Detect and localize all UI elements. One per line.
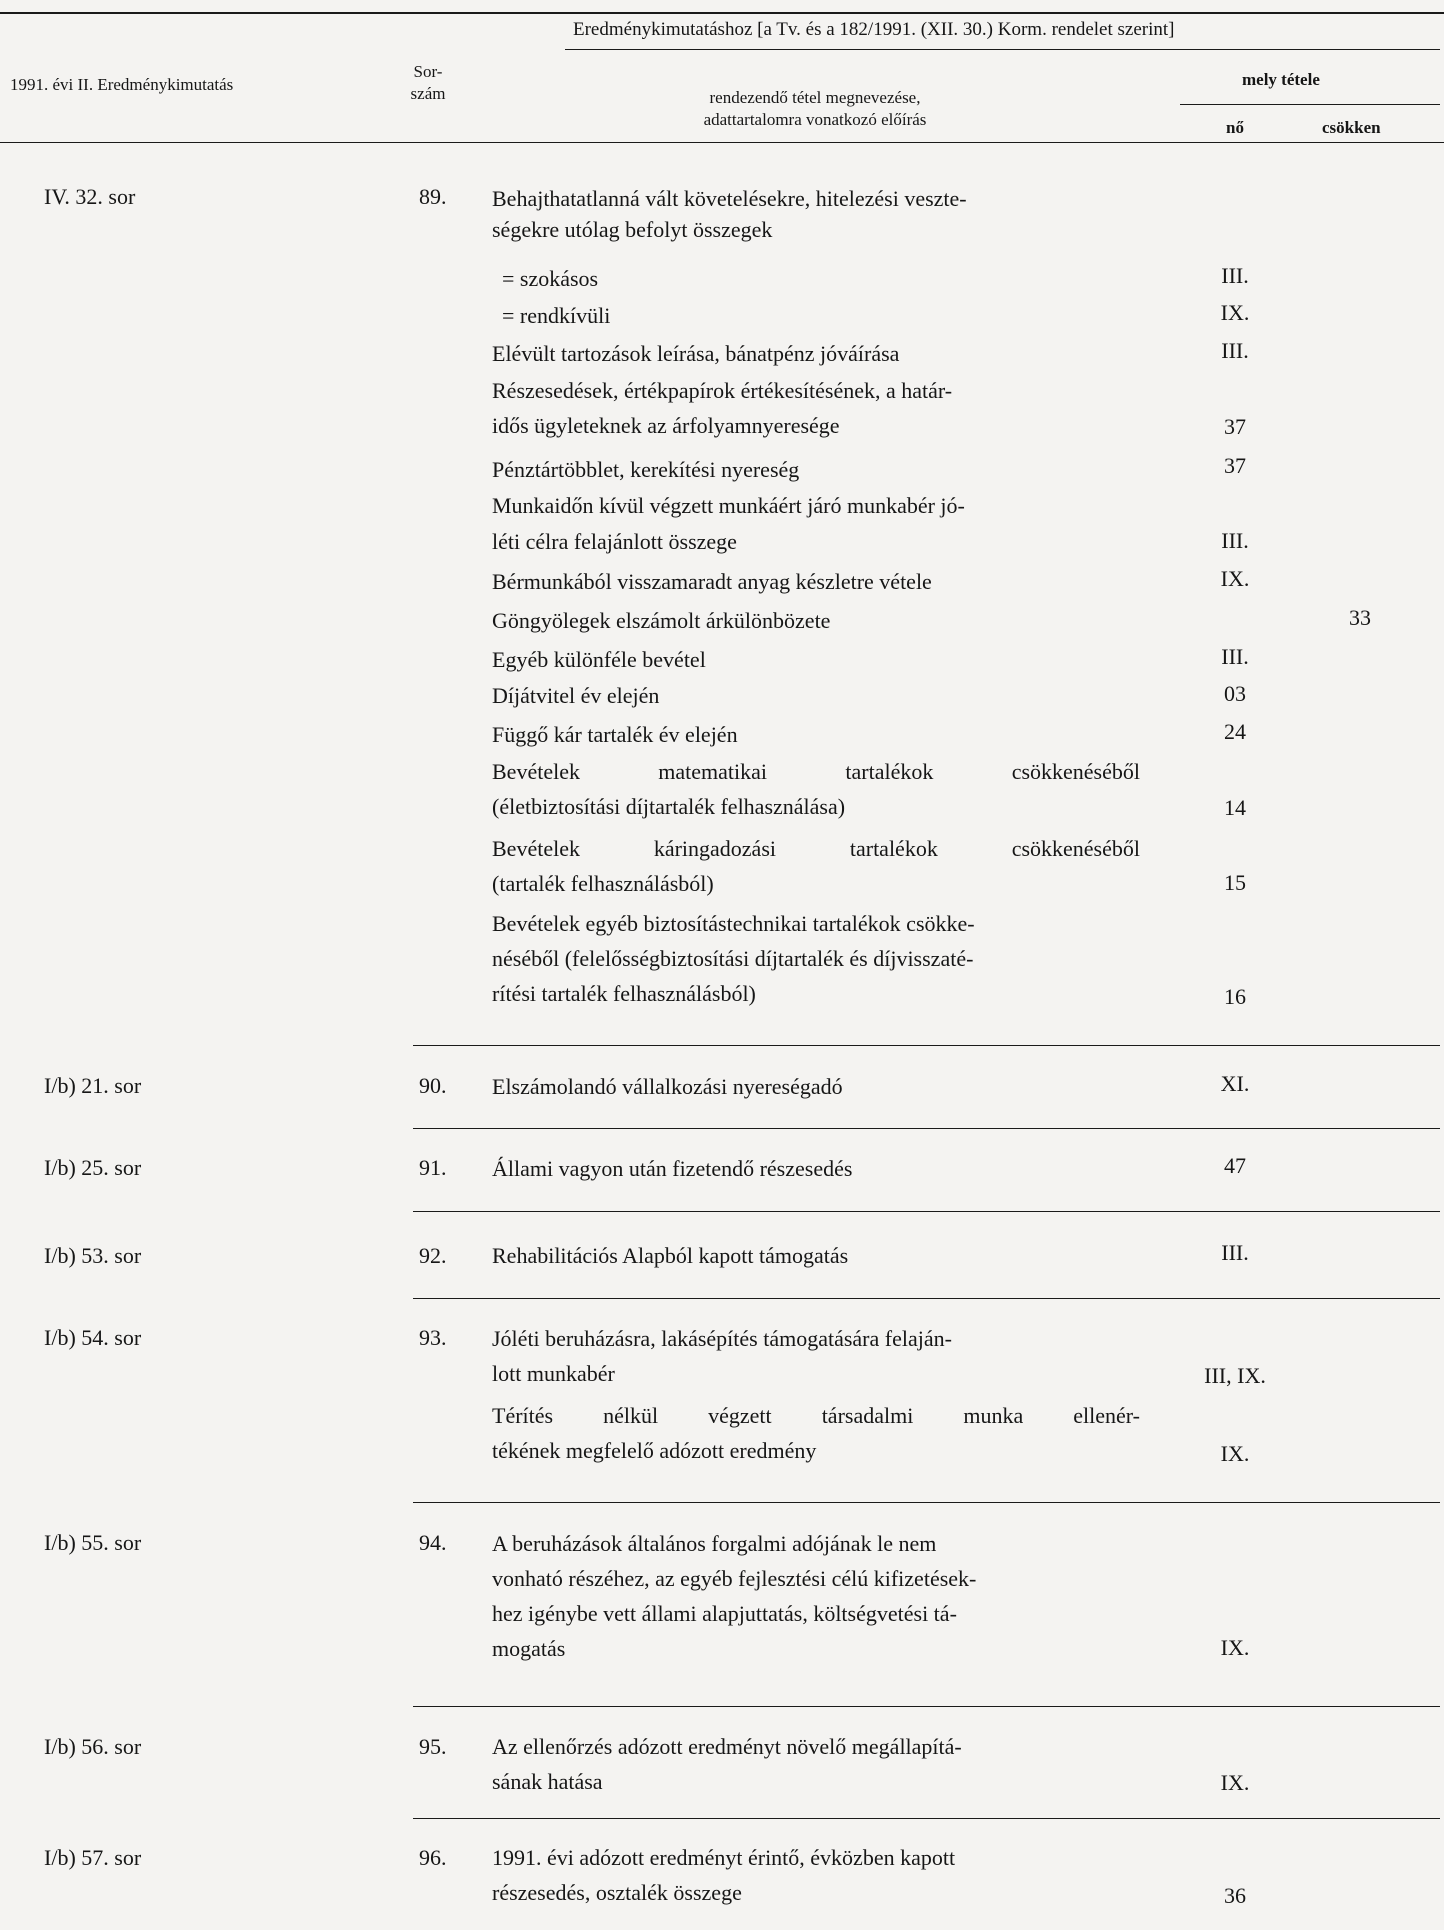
row-number: 94.: [419, 1530, 447, 1555]
row-ref: I/b) 56. sor: [44, 1734, 142, 1759]
section-rule: [413, 1211, 1440, 1212]
header-sorszam-line1: Sor-: [413, 62, 443, 81]
row-text: Az ellenőrzés adózott eredményt növelő megállapítá-: [492, 1734, 962, 1759]
section-rule: [413, 1045, 1440, 1046]
row-text: Térítés nélkül végzett társadalmi munka ellenér-: [492, 1403, 1140, 1428]
section-rule: [413, 1818, 1440, 1819]
header-sub-rule: [565, 49, 1440, 50]
header-mid-column: [640, 87, 990, 131]
section-rule: [413, 1128, 1440, 1129]
row-text: 1991. évi adózott eredményt érintő, évközben kapott: [492, 1845, 956, 1870]
row-ref: I/b) 25. sor: [44, 1155, 142, 1180]
value-no: 03: [1224, 681, 1246, 706]
header-top-rule: [0, 12, 1444, 14]
row-ref: I/b) 57. sor: [44, 1845, 142, 1870]
row-text: néséből (felelősségbiztosítási díjtartalék és díjvisszaté-: [492, 946, 974, 971]
row-text: Bevételek káringadozási tartalékok csökkenéséből: [492, 836, 1140, 861]
row-text: = rendkívüli: [502, 303, 611, 328]
header-mid-line2: adattartalomra vonatkozó előírás: [703, 110, 927, 129]
header-csokken: csökken: [1322, 118, 1381, 137]
value-no: III.: [1221, 338, 1249, 363]
header-mely-tetele: mely tétele: [1242, 70, 1320, 89]
row-text: Göngyölegek elszámolt árkülönbözete: [492, 608, 831, 633]
row-text: mogatás: [492, 1636, 566, 1661]
value-no: 16: [1224, 984, 1246, 1009]
value-no: 37: [1224, 453, 1246, 478]
row-number: 89.: [419, 184, 447, 209]
row-ref: I/b) 54. sor: [44, 1325, 142, 1350]
value-no: 14: [1224, 795, 1246, 820]
row-text: Díjátvitel év elején: [492, 683, 660, 708]
header-mid-line1: rendezendő tétel megnevezése,: [709, 88, 921, 107]
header-mely-rule: [1180, 104, 1440, 105]
value-no: IX.: [1220, 1441, 1250, 1466]
row-text: ségekre utólag befolyt összegek: [492, 217, 773, 242]
row-text: = szokásos: [502, 266, 599, 291]
row-number: 96.: [419, 1845, 447, 1870]
row-text: Részesedések, értékpapírok értékesítésének, a határ-: [492, 378, 953, 403]
row-text: Függő kár tartalék év elején: [492, 722, 738, 747]
row-text: rítési tartalék felhasználásból): [492, 981, 756, 1006]
value-no: 24: [1224, 719, 1246, 744]
row-text: Bevételek matematikai tartalékok csökkenéséből: [492, 759, 1140, 784]
row-number: 90.: [419, 1073, 447, 1098]
row-text: Behajthatatlanná vált követelésekre, hitelezési veszte-: [492, 186, 967, 211]
value-no: IX.: [1220, 566, 1250, 591]
value-no: 36: [1224, 1883, 1246, 1908]
value-no: III.: [1221, 644, 1249, 669]
value-no: 37: [1224, 414, 1246, 439]
value-no: III.: [1221, 1240, 1249, 1265]
row-text: Jóléti beruházásra, lakásépítés támogatására felaján-: [492, 1326, 952, 1351]
value-no: III, IX.: [1204, 1363, 1266, 1388]
row-text: részesedés, osztalék összege: [492, 1880, 742, 1905]
value-no: IX.: [1220, 1635, 1250, 1660]
header-sorszam-line2: szám: [410, 84, 446, 103]
value-no: IX.: [1220, 300, 1250, 325]
header-sorszam: [395, 61, 461, 105]
row-text: léti célra felajánlott összege: [492, 529, 737, 554]
row-text: (tartalék felhasználásból): [492, 871, 714, 896]
row-text: Munkaidőn kívül végzett munkáért járó munkabér jó-: [492, 493, 965, 518]
value-no: 15: [1224, 870, 1246, 895]
value-no: XI.: [1220, 1071, 1250, 1096]
row-text: hez igénybe vett állami alapjuttatás, költségvetési tá-: [492, 1601, 957, 1626]
value-no: IX.: [1220, 1770, 1250, 1795]
row-text: idős ügyleteknek az árfolyamnyeresége: [492, 413, 840, 438]
value-no: 47: [1224, 1153, 1246, 1178]
row-ref: I/b) 53. sor: [44, 1243, 142, 1268]
header-left-column: 1991. évi II. Eredménykimutatás: [10, 75, 234, 94]
row-ref: IV. 32. sor: [44, 184, 136, 209]
value-no: III.: [1221, 263, 1249, 288]
row-text: Egyéb különféle bevétel: [492, 647, 706, 672]
row-text: lott munkabér: [492, 1361, 615, 1386]
row-number: 93.: [419, 1325, 447, 1350]
row-text: vonható részéhez, az egyéb fejlesztési célú kifizetések-: [492, 1566, 977, 1591]
row-text: Rehabilitációs Alapból kapott támogatás: [492, 1243, 849, 1268]
row-text: Elévült tartozások leírása, bánatpénz jóváírása: [492, 341, 900, 366]
row-text: Elszámolandó vállalkozási nyereségadó: [492, 1074, 843, 1099]
row-text: Állami vagyon után fizetendő részesedés: [492, 1156, 853, 1181]
row-text: sának hatása: [492, 1769, 603, 1794]
row-ref: I/b) 55. sor: [44, 1530, 142, 1555]
section-rule: [413, 1706, 1440, 1707]
row-number: 92.: [419, 1243, 447, 1268]
header-bottom-rule: [0, 142, 1444, 143]
row-text: A beruházások általános forgalmi adójának le nem: [492, 1531, 937, 1556]
header-no: nő: [1226, 118, 1244, 137]
row-text: Bérmunkából visszamaradt anyag készletre vétele: [492, 569, 932, 594]
row-text: tékének megfelelő adózott eredmény: [492, 1438, 817, 1463]
section-rule: [413, 1502, 1440, 1503]
row-text: Pénztártöbblet, kerekítési nyereség: [492, 457, 800, 482]
row-ref: I/b) 21. sor: [44, 1073, 142, 1098]
row-number: 91.: [419, 1155, 447, 1180]
row-number: 95.: [419, 1734, 447, 1759]
section-rule: [413, 1298, 1440, 1299]
header-title: Eredménykimutatáshoz [a Tv. és a 182/1991. (XII. 30.) Korm. rendelet szerint]: [573, 19, 1175, 40]
row-text: Bevételek egyéb biztosítástechnikai tartalékok csökke-: [492, 911, 975, 936]
row-text: (életbiztosítási díjtartalék felhasználása): [492, 794, 846, 819]
value-csokken: 33: [1349, 605, 1371, 630]
value-no: III.: [1221, 528, 1249, 553]
